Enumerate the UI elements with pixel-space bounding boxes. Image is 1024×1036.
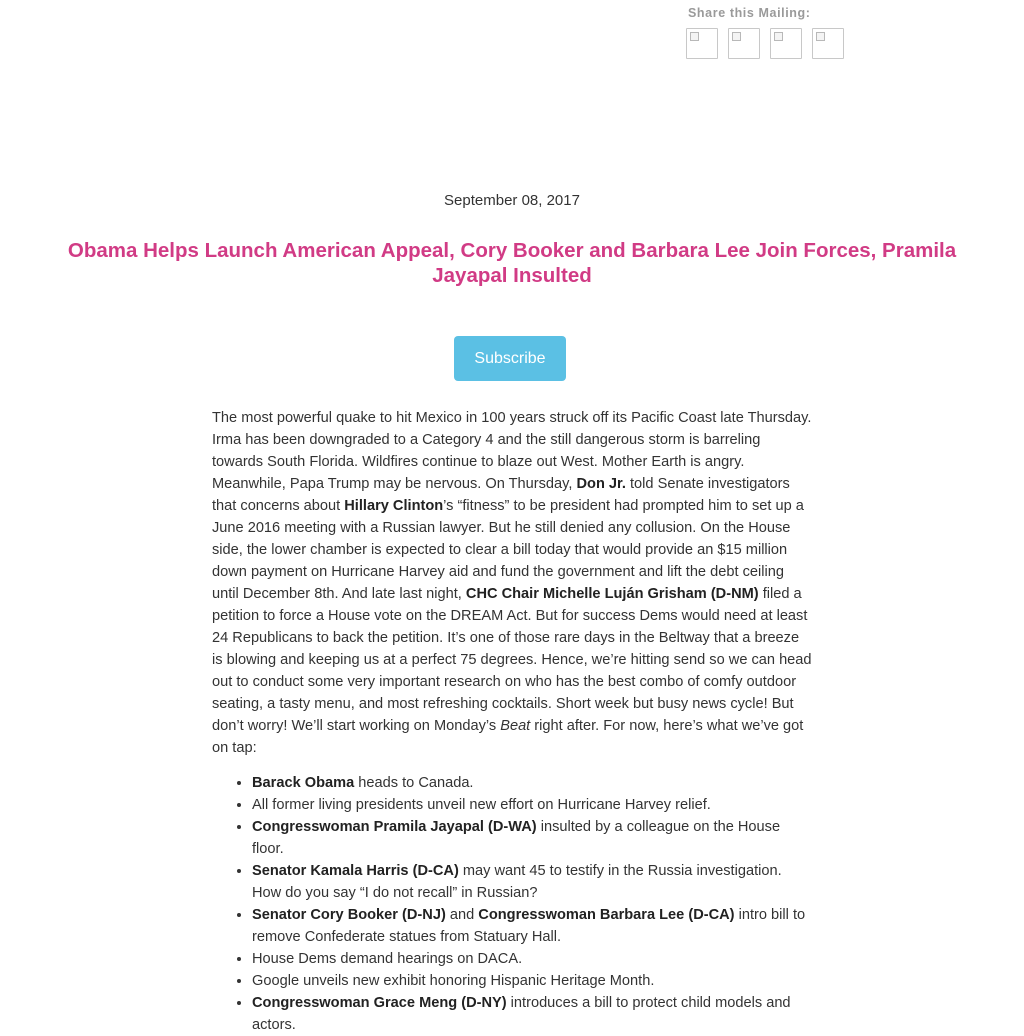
list-item-text: Google unveils new exhibit honoring Hispanic Heritage Month.	[252, 973, 655, 989]
list-item-bold: Senator Cory Booker (D-NJ)	[252, 907, 446, 923]
share-icons	[686, 28, 844, 59]
newsletter-body	[212, 407, 812, 1036]
intro-text: ’s “fitness” to be president had prompted him to set up a June 2016 meeting with a Russian lawyer. But he still denied any collusion. On the House side, the lower chamber is expected to clear a bill today that would provide an $15 million down payment on Hurricane Harvey aid and fund the government and lift the debt ceiling until December 8th. And late last night,	[212, 498, 804, 602]
intro-bold: Don Jr.	[576, 476, 626, 492]
mailing-date: September 08, 2017	[444, 192, 580, 209]
list-item-text: All former living presidents unveil new effort on Hurricane Harvey relief.	[252, 797, 711, 813]
intro-text: The most powerful quake to hit Mexico in 100 years struck off its Pacific Coast late Thursday. Irma has been downgraded to a Category 4 and the still dangerous storm is barreling towards South Florida. Wildfires continue to blaze out West. Mother Earth is angry. Meanwhile, Papa Trump may be nervous. On Thursday,	[212, 410, 812, 492]
list-item	[252, 816, 812, 860]
list-item	[252, 860, 812, 904]
list-item	[252, 772, 812, 794]
subscribe-button[interactable]: Subscribe	[454, 336, 566, 381]
list-item-text: House Dems demand hearings on DACA.	[252, 951, 523, 967]
share-icon-4[interactable]	[812, 28, 844, 59]
list-item-text: heads to Canada.	[354, 775, 474, 791]
list-item	[252, 904, 812, 948]
intro-bold: CHC Chair Michelle Luján Grisham (D-NM)	[465, 586, 759, 602]
intro-text: told Senate investigators that concerns about	[212, 476, 790, 514]
list-item-bold: Congresswoman Barbara Lee (D-CA)	[478, 907, 735, 923]
list-item-text: insulted by a colleague on the House floor.	[252, 819, 781, 857]
intro-paragraph	[212, 407, 812, 759]
list-item-bold: Barack Obama	[252, 775, 355, 791]
list-item-text: may want 45 to testify in the Russia investigation. How do you say “I do not recall” in Russian?	[252, 863, 782, 901]
intro-italic: Beat	[500, 718, 531, 734]
list-item	[252, 948, 812, 970]
intro-bold: Hillary Clinton	[344, 498, 444, 514]
intro-text: filed a petition to force a House vote on the DREAM Act. But for success Dems would need at least 24 Republicans to back the petition. It’s one of those rare days in the Beltway that a breeze is blowing and keeping us at a perfect 75 degrees. Hence, we’re hitting send so we can head out to conduct some very important research on who has the best combo of comfy outdoor seating, a tasty menu, and most refreshing cocktails. Short week but busy news cycle! But don’t worry! We’ll start working on Monday’s	[212, 586, 812, 734]
intro-text: right after. For now, here’s what we’ve got on tap:	[212, 718, 804, 756]
headline: Obama Helps Launch American Appeal, Cory Booker and Barbara Lee Join Forces, Pramila Jayapal Insulted	[67, 239, 957, 287]
share-icon-2[interactable]	[728, 28, 760, 59]
list-item-text: intro bill to remove Confederate statues from Statuary Hall.	[252, 907, 806, 945]
list-item-bold: Congresswoman Pramila Jayapal (D-WA)	[252, 819, 537, 835]
list-item-bold: Senator Kamala Harris (D-CA)	[252, 863, 459, 879]
share-label: Share this Mailing:	[688, 6, 811, 20]
share-icon-1[interactable]	[686, 28, 718, 59]
list-item-text: introduces a bill to protect child models and actors.	[252, 995, 791, 1033]
list-item	[252, 970, 812, 992]
share-icon-3[interactable]	[770, 28, 802, 59]
headline-list	[212, 772, 812, 1036]
list-item	[252, 992, 812, 1036]
list-item-text: and	[445, 907, 479, 923]
list-item	[252, 794, 812, 816]
list-item-bold: Congresswoman Grace Meng (D-NY)	[252, 995, 507, 1011]
